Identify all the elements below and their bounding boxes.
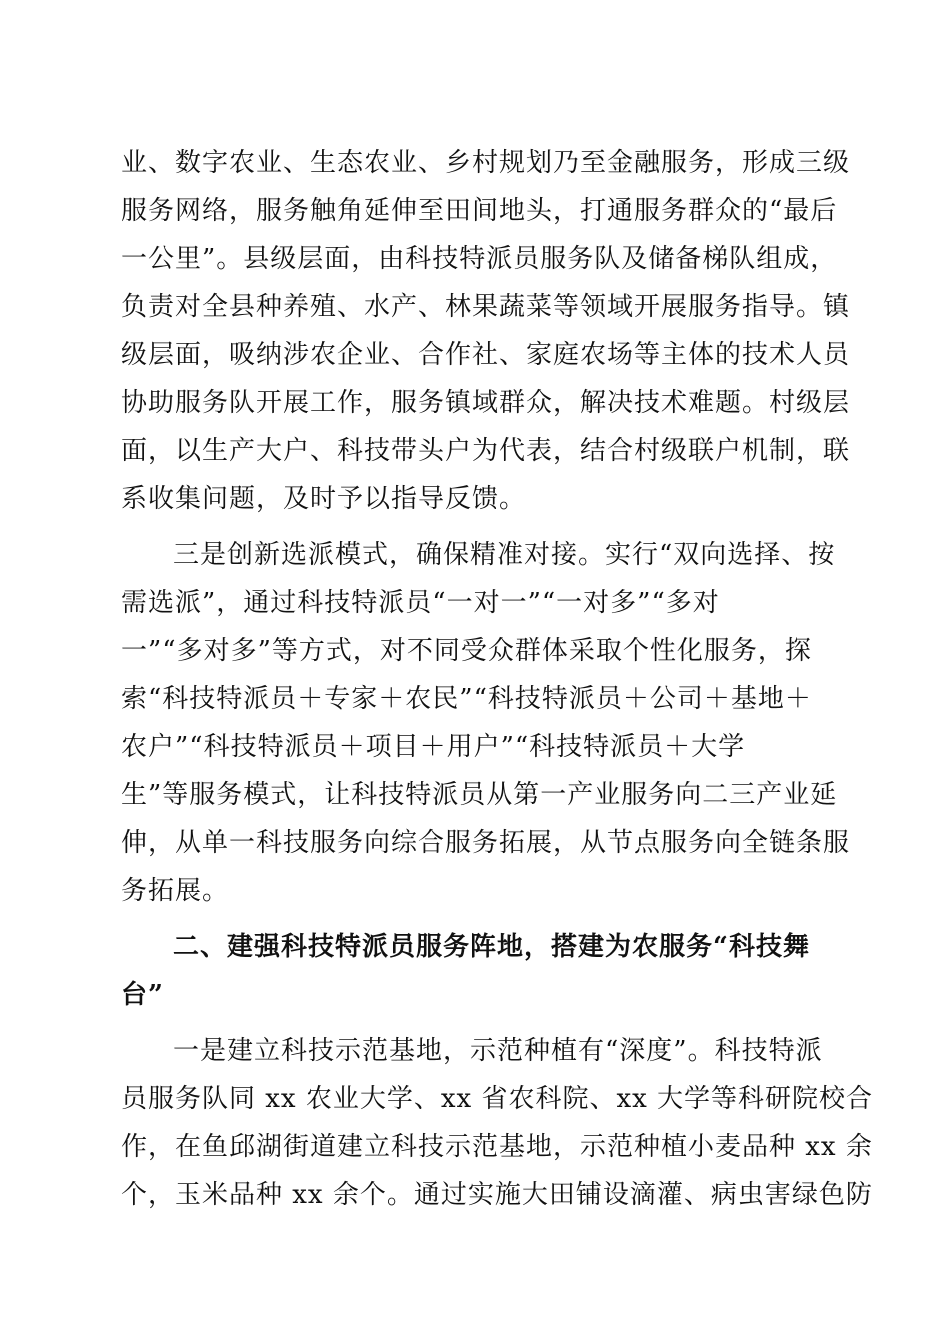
- text-line: 农户”“科技特派员＋项目＋用户”“科技特派员＋大学: [121, 732, 746, 762]
- text-line: 一”“多对多”等方式，对不同受众群体采取个性化服务，探: [121, 636, 812, 666]
- text-line: 需选派”，通过科技特派员“一对一”“一对多”“多对: [121, 588, 720, 618]
- text-line: 系收集问题，及时予以指导反馈。: [121, 484, 527, 514]
- text-line: 伸，从单一科技服务向综合服务拓展，从节点服务向全链条服: [121, 828, 851, 858]
- text-line: 一公里”。县级层面，由科技特派员服务队及储备梯队组成，: [121, 244, 838, 274]
- text-line: 索“科技特派员＋专家＋农民”“科技特派员＋公司＋基地＋: [121, 684, 812, 714]
- text-line: 业、数字农业、生态农业、乡村规划乃至金融服务，形成三级: [121, 148, 851, 178]
- text-line: 员服务队同 xx 农业大学、xx 省农科院、xx 大学等科研院校合: [121, 1084, 874, 1114]
- section-heading: 二、建强科技特派员服务阵地，搭建为农服务“科技舞: [173, 932, 810, 962]
- text-line: 三是创新选派模式，确保精准对接。实行“双向选择、按: [173, 540, 836, 570]
- text-line: 负责对全县种养殖、水产、林果蔬菜等领域开展服务指导。镇: [121, 292, 851, 322]
- section-heading: 台”: [121, 980, 164, 1010]
- text-line: 个，玉米品种 xx 余个。通过实施大田铺设滴灌、病虫害绿色防: [121, 1180, 873, 1210]
- text-line: 务拓展。: [121, 876, 230, 906]
- text-line: 协助服务队开展工作，服务镇域群众，解决技术难题。村级层: [121, 388, 851, 418]
- text-line: 作，在鱼邱湖街道建立科技示范基地，示范种植小麦品种 xx 余: [121, 1132, 873, 1162]
- text-line: 级层面，吸纳涉农企业、合作社、家庭农场等主体的技术人员: [121, 340, 851, 370]
- text-line: 面，以生产大户、科技带头户为代表，结合村级联户机制，联: [121, 436, 851, 466]
- text-line: 生”等服务模式，让科技特派员从第一产业服务向二三产业延: [121, 780, 838, 810]
- text-line: 服务网络，服务触角延伸至田间地头，打通服务群众的“最后: [121, 196, 838, 226]
- text-line: 一是建立科技示范基地，示范种植有“深度”。科技特派: [173, 1036, 823, 1066]
